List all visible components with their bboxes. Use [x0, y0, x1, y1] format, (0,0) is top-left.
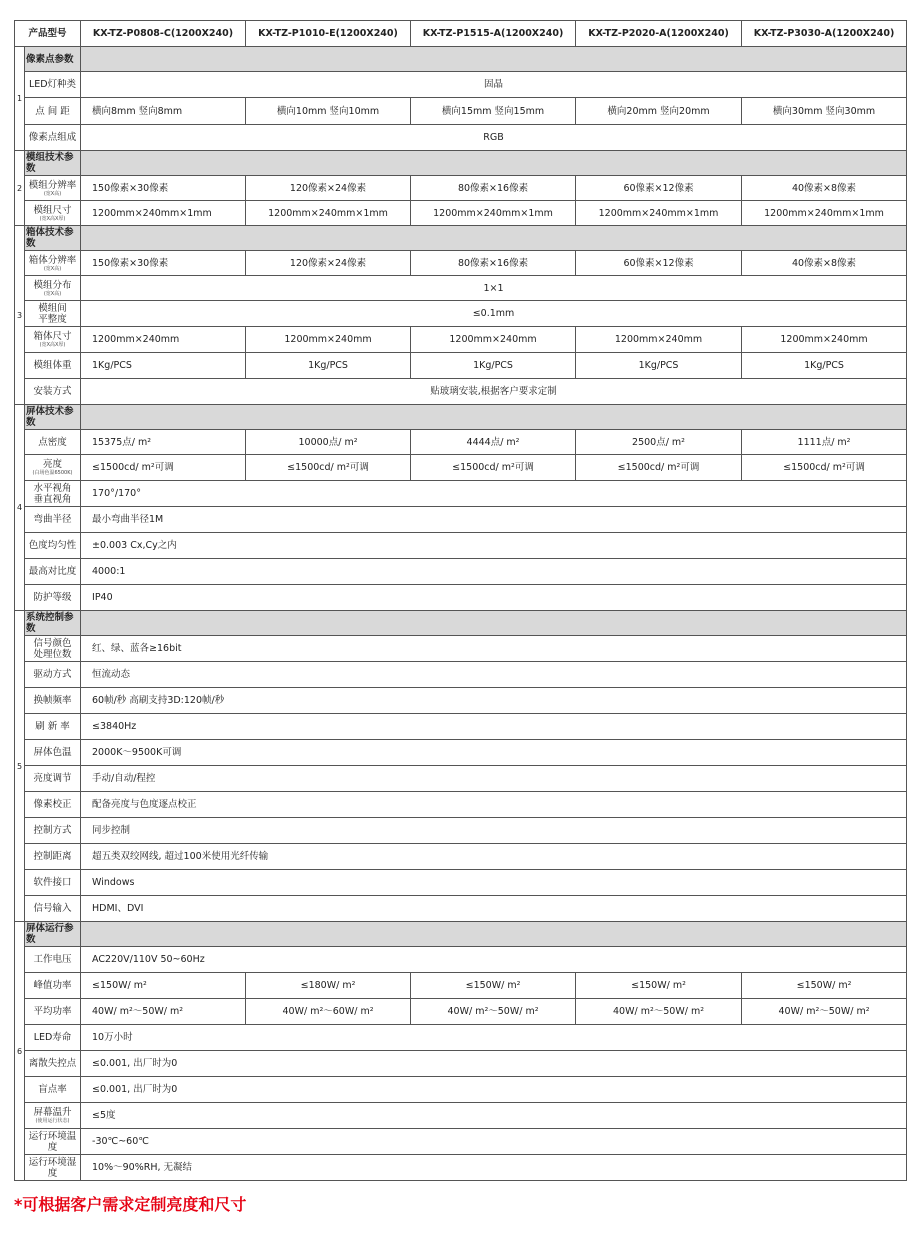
header-row: [15, 21, 907, 47]
spec-label: 点密度: [38, 436, 67, 448]
spec-value-merged: IP40: [81, 585, 907, 611]
spec-value: 1200mm×240mm: [81, 327, 246, 353]
spec-label-cell: [25, 662, 81, 688]
spec-label: 运行环境湿度: [28, 1156, 77, 1179]
spec-label-cell: [25, 636, 81, 662]
spec-label-cell: [25, 973, 81, 999]
section-title: 像素点参数: [25, 47, 81, 72]
spec-label: 亮度: [43, 459, 63, 470]
spec-label-cell: [25, 507, 81, 533]
spec-row: [15, 251, 907, 276]
header-label: 产品型号: [15, 21, 81, 47]
spec-label: 控制方式: [33, 825, 72, 836]
spec-row: [15, 1077, 907, 1103]
spec-value: ≤150W/ m²: [411, 973, 576, 999]
spec-value-merged: ≤0.001, 出厂时为0: [81, 1051, 907, 1077]
spec-label: 像素校正: [33, 799, 72, 810]
spec-label-cell: [25, 379, 81, 405]
spec-row: [15, 276, 907, 301]
spec-value: 1Kg/PCS: [576, 353, 742, 379]
spec-label-cell: [25, 1077, 81, 1103]
section-index: 3: [15, 226, 25, 405]
spec-value: 1200mm×240mm: [246, 327, 411, 353]
spec-value-merged: ≤0.1mm: [81, 301, 907, 327]
spec-value: 1200mm×240mm×1mm: [81, 201, 246, 226]
spec-value: 1200mm×240mm: [576, 327, 742, 353]
spec-value: 80像素×16像素: [411, 251, 576, 276]
spec-row: [15, 636, 907, 662]
spec-label-cell: [25, 481, 81, 507]
spec-value: 40像素×8像素: [742, 176, 907, 201]
spec-value-merged: 配备亮度与色度逐点校正: [81, 792, 907, 818]
spec-label: 驱动方式: [33, 669, 72, 680]
spec-value: 1200mm×240mm×1mm: [411, 201, 576, 226]
spec-value-merged: 手动/自动/程控: [81, 766, 907, 792]
spec-label-cell: [25, 455, 81, 481]
spec-value: 4444点/ m²: [411, 430, 576, 455]
spec-value: 150像素×30像素: [81, 176, 246, 201]
spec-row: [15, 896, 907, 922]
spec-label: LED寿命: [33, 1032, 72, 1043]
spec-label-cell: [25, 1155, 81, 1181]
spec-label-cell: [25, 559, 81, 585]
spec-value-merged: 10%～90%RH, 无凝结: [81, 1155, 907, 1181]
model-name: KX-TZ-P1010-E(1200X240): [246, 21, 411, 47]
spec-value: 60像素×12像素: [576, 251, 742, 276]
spec-label: 换帧频率: [33, 695, 72, 706]
spec-row: [15, 327, 907, 353]
section-header-row: [15, 611, 907, 636]
spec-value: ≤150W/ m²: [81, 973, 246, 999]
spec-label: 信号输入: [33, 903, 72, 914]
section-header-fill: [81, 226, 907, 251]
spec-label-cell: [25, 327, 81, 353]
spec-row: [15, 662, 907, 688]
section-header-row: [15, 922, 907, 947]
section-title: 屏体运行参数: [25, 922, 81, 947]
spec-value-merged: 恒流动态: [81, 662, 907, 688]
spec-label: 运行环境温度: [28, 1130, 77, 1153]
spec-value: 1111点/ m²: [742, 430, 907, 455]
spec-value: 1Kg/PCS: [742, 353, 907, 379]
section-header-fill: [81, 47, 907, 72]
spec-value: 2500点/ m²: [576, 430, 742, 455]
spec-label: 色度均匀性: [28, 540, 77, 551]
spec-row: [15, 1129, 907, 1155]
spec-value: 1200mm×240mm×1mm: [246, 201, 411, 226]
spec-label: 安装方式: [33, 386, 72, 397]
spec-label: 模组分辨率: [28, 179, 77, 191]
spec-value: 40W/ m²～50W/ m²: [81, 999, 246, 1025]
spec-value-merged: Windows: [81, 870, 907, 896]
spec-row: [15, 1155, 907, 1181]
spec-label: 屏体色温: [33, 747, 72, 758]
model-name: KX-TZ-P2020-A(1200X240): [576, 21, 742, 47]
spec-value: 120像素×24像素: [246, 176, 411, 201]
spec-value: ≤180W/ m²: [246, 973, 411, 999]
spec-label-cell: [25, 1103, 81, 1129]
spec-label: 平均功率: [33, 1006, 72, 1017]
spec-row: [15, 125, 907, 151]
spec-value-merged: AC220V/110V 50~60Hz: [81, 947, 907, 973]
section-header-fill: [81, 405, 907, 430]
spec-value: 1200mm×240mm: [742, 327, 907, 353]
spec-value: 40W/ m²～50W/ m²: [742, 999, 907, 1025]
spec-label-cell: [25, 844, 81, 870]
spec-row: [15, 176, 907, 201]
spec-label: 刷 新 率: [35, 721, 70, 732]
spec-label-cell: [25, 896, 81, 922]
spec-label-cell: [25, 98, 81, 125]
section-index: 4: [15, 405, 25, 611]
spec-label-cell: [25, 585, 81, 611]
spec-value: ≤1500cd/ m²可调: [411, 455, 576, 481]
spec-value: 1200mm×240mm: [411, 327, 576, 353]
spec-label: 工作电压: [33, 954, 72, 965]
spec-label: 软件接口: [33, 877, 72, 888]
spec-value-merged: 固晶: [81, 72, 907, 98]
spec-label: 像素点组成: [28, 132, 77, 143]
spec-label-cell: [25, 999, 81, 1025]
section-header-row: [15, 151, 907, 176]
section-index: 1: [15, 47, 25, 151]
spec-label-cell: [25, 1025, 81, 1051]
spec-label: 箱体尺寸: [33, 331, 72, 342]
spec-label-cell: [25, 533, 81, 559]
spec-value: ≤1500cd/ m²可调: [742, 455, 907, 481]
spec-row: [15, 740, 907, 766]
spec-row: [15, 1103, 907, 1129]
spec-row: [15, 201, 907, 226]
section-index: 2: [15, 151, 25, 226]
spec-label-line2: 垂直视角: [33, 493, 72, 505]
spec-row: [15, 714, 907, 740]
section-title: 系统控制参数: [25, 611, 81, 636]
section-index: 6: [15, 922, 25, 1181]
spec-label-cell: [25, 251, 81, 276]
spec-value: 40W/ m²～50W/ m²: [411, 999, 576, 1025]
spec-value-merged: ≤5度: [81, 1103, 907, 1129]
spec-value-merged: 170°/170°: [81, 481, 907, 507]
spec-value: 1Kg/PCS: [246, 353, 411, 379]
section-header-fill: [81, 922, 907, 947]
spec-row: [15, 1025, 907, 1051]
model-name: KX-TZ-P3030-A(1200X240): [742, 21, 907, 47]
spec-row: [15, 353, 907, 379]
spec-sheet: [14, 20, 906, 1215]
spec-label-cell: [25, 125, 81, 151]
spec-value-merged: 同步控制: [81, 818, 907, 844]
spec-label-cell: [25, 947, 81, 973]
spec-label-note: (宽X高): [43, 265, 62, 272]
spec-row: [15, 973, 907, 999]
spec-row: [15, 792, 907, 818]
spec-label: 防护等级: [33, 592, 72, 603]
spec-row: [15, 999, 907, 1025]
spec-value-merged: 超五类双绞网线, 超过100米使用光纤传输: [81, 844, 907, 870]
spec-row: [15, 844, 907, 870]
spec-value: 横向10mm 竖向10mm: [246, 98, 411, 125]
spec-label: 模组间: [38, 302, 67, 314]
section-header-fill: [81, 611, 907, 636]
spec-value-merged: 2000K～9500K可调: [81, 740, 907, 766]
spec-label-note: (宽X高): [43, 190, 62, 197]
spec-label-cell: [25, 688, 81, 714]
spec-value-merged: 60帧/秒 高刷支持3D:120帧/秒: [81, 688, 907, 714]
section-header-row: [15, 226, 907, 251]
custom-note: *可根据客户需求定制亮度和尺寸: [14, 1195, 247, 1214]
spec-row: [15, 688, 907, 714]
spec-table: [14, 20, 907, 1181]
spec-label-note: (白场色温6500K): [32, 470, 73, 476]
spec-row: [15, 379, 907, 405]
spec-value: 10000点/ m²: [246, 430, 411, 455]
section-header-row: [15, 47, 907, 72]
spec-value: ≤1500cd/ m²可调: [81, 455, 246, 481]
spec-label-line2: 平整度: [38, 313, 67, 325]
spec-value: ≤1500cd/ m²可调: [246, 455, 411, 481]
spec-value-merged: HDMI、DVI: [81, 896, 907, 922]
spec-value: 80像素×16像素: [411, 176, 576, 201]
spec-row: [15, 559, 907, 585]
spec-row: [15, 98, 907, 125]
spec-label-cell: [25, 1129, 81, 1155]
model-name: KX-TZ-P0808-C(1200X240): [81, 21, 246, 47]
spec-row: [15, 818, 907, 844]
spec-label: 模组尺寸: [33, 204, 72, 216]
spec-value: ≤150W/ m²: [742, 973, 907, 999]
spec-value: 横向8mm 竖向8mm: [81, 98, 246, 125]
spec-label-cell: [25, 72, 81, 98]
spec-label-cell: [25, 714, 81, 740]
spec-value-merged: 贴玻璃安装,根据客户要求定制: [81, 379, 907, 405]
spec-label: 最高对比度: [28, 566, 77, 577]
spec-value: 40像素×8像素: [742, 251, 907, 276]
section-index: 5: [15, 611, 25, 922]
spec-label: 亮度调节: [33, 773, 72, 784]
spec-value-merged: 1×1: [81, 276, 907, 301]
spec-value: 横向30mm 竖向30mm: [742, 98, 907, 125]
section-header-fill: [81, 151, 907, 176]
spec-label: 模组体重: [33, 360, 72, 371]
section-title: 箱体技术参数: [25, 226, 81, 251]
spec-label: 箱体分辨率: [28, 254, 77, 266]
spec-label: 信号颜色: [33, 637, 72, 649]
spec-label: 盲点率: [38, 1084, 67, 1095]
spec-row: [15, 481, 907, 507]
spec-value: 1Kg/PCS: [411, 353, 576, 379]
spec-value-merged: -30℃~60℃: [81, 1129, 907, 1155]
spec-row: [15, 430, 907, 455]
spec-label-cell: [25, 176, 81, 201]
spec-row: [15, 507, 907, 533]
spec-row: [15, 585, 907, 611]
spec-label: 模组分布: [33, 279, 72, 291]
spec-row: [15, 766, 907, 792]
spec-value-merged: ±0.003 Cx,Cy之内: [81, 533, 907, 559]
spec-value: ≤150W/ m²: [576, 973, 742, 999]
spec-label: 屏幕温升: [33, 1107, 72, 1118]
spec-value: 横向15mm 竖向15mm: [411, 98, 576, 125]
spec-label-cell: [25, 301, 81, 327]
spec-row: [15, 533, 907, 559]
spec-value: 1200mm×240mm×1mm: [576, 201, 742, 226]
spec-value: 横向20mm 竖向20mm: [576, 98, 742, 125]
spec-value: ≤1500cd/ m²可调: [576, 455, 742, 481]
spec-label-cell: [25, 792, 81, 818]
spec-label: 峰值功率: [33, 980, 72, 991]
spec-label-cell: [25, 1051, 81, 1077]
spec-row: [15, 301, 907, 327]
spec-value: 40W/ m²～60W/ m²: [246, 999, 411, 1025]
spec-value-merged: 10万小时: [81, 1025, 907, 1051]
spec-row: [15, 1051, 907, 1077]
spec-label-cell: [25, 818, 81, 844]
spec-row: [15, 870, 907, 896]
spec-label-cell: [25, 276, 81, 301]
spec-label: 弯曲半径: [33, 514, 72, 525]
spec-row: [15, 947, 907, 973]
spec-label-note: (使用运行状态): [35, 1118, 70, 1124]
spec-value: 40W/ m²～50W/ m²: [576, 999, 742, 1025]
spec-label: 点 间 距: [35, 105, 70, 117]
spec-row: [15, 455, 907, 481]
spec-row: [15, 72, 907, 98]
spec-value-merged: 红、绿、蓝各≥16bit: [81, 636, 907, 662]
spec-value: 1200mm×240mm×1mm: [742, 201, 907, 226]
spec-value: 150像素×30像素: [81, 251, 246, 276]
section-header-row: [15, 405, 907, 430]
spec-value-merged: RGB: [81, 125, 907, 151]
spec-value: 15375点/ m²: [81, 430, 246, 455]
spec-label: 控制距离: [33, 851, 72, 862]
section-title: 模组技术参数: [25, 151, 81, 176]
spec-value: 60像素×12像素: [576, 176, 742, 201]
spec-value-merged: 4000:1: [81, 559, 907, 585]
spec-label-cell: [25, 430, 81, 455]
spec-value-merged: ≤3840Hz: [81, 714, 907, 740]
spec-value: 120像素×24像素: [246, 251, 411, 276]
spec-value-merged: 最小弯曲半径1M: [81, 507, 907, 533]
section-title: 屏体技术参数: [25, 405, 81, 430]
model-name: KX-TZ-P1515-A(1200X240): [411, 21, 576, 47]
spec-label-line2: 处理位数: [33, 648, 72, 660]
spec-label: 水平视角: [33, 482, 72, 494]
spec-value: 1Kg/PCS: [81, 353, 246, 379]
spec-label-note: (宽X高X厚): [39, 342, 66, 348]
spec-label-note: (宽X高X厚): [39, 215, 66, 222]
spec-label: 离散失控点: [28, 1058, 77, 1069]
spec-label-cell: [25, 740, 81, 766]
spec-label-cell: [25, 870, 81, 896]
spec-label-cell: [25, 201, 81, 226]
spec-label: LED灯种类: [28, 79, 77, 90]
spec-label-cell: [25, 766, 81, 792]
spec-label-note: (宽X高): [43, 290, 62, 297]
spec-value-merged: ≤0.001, 出厂时为0: [81, 1077, 907, 1103]
spec-label-cell: [25, 353, 81, 379]
